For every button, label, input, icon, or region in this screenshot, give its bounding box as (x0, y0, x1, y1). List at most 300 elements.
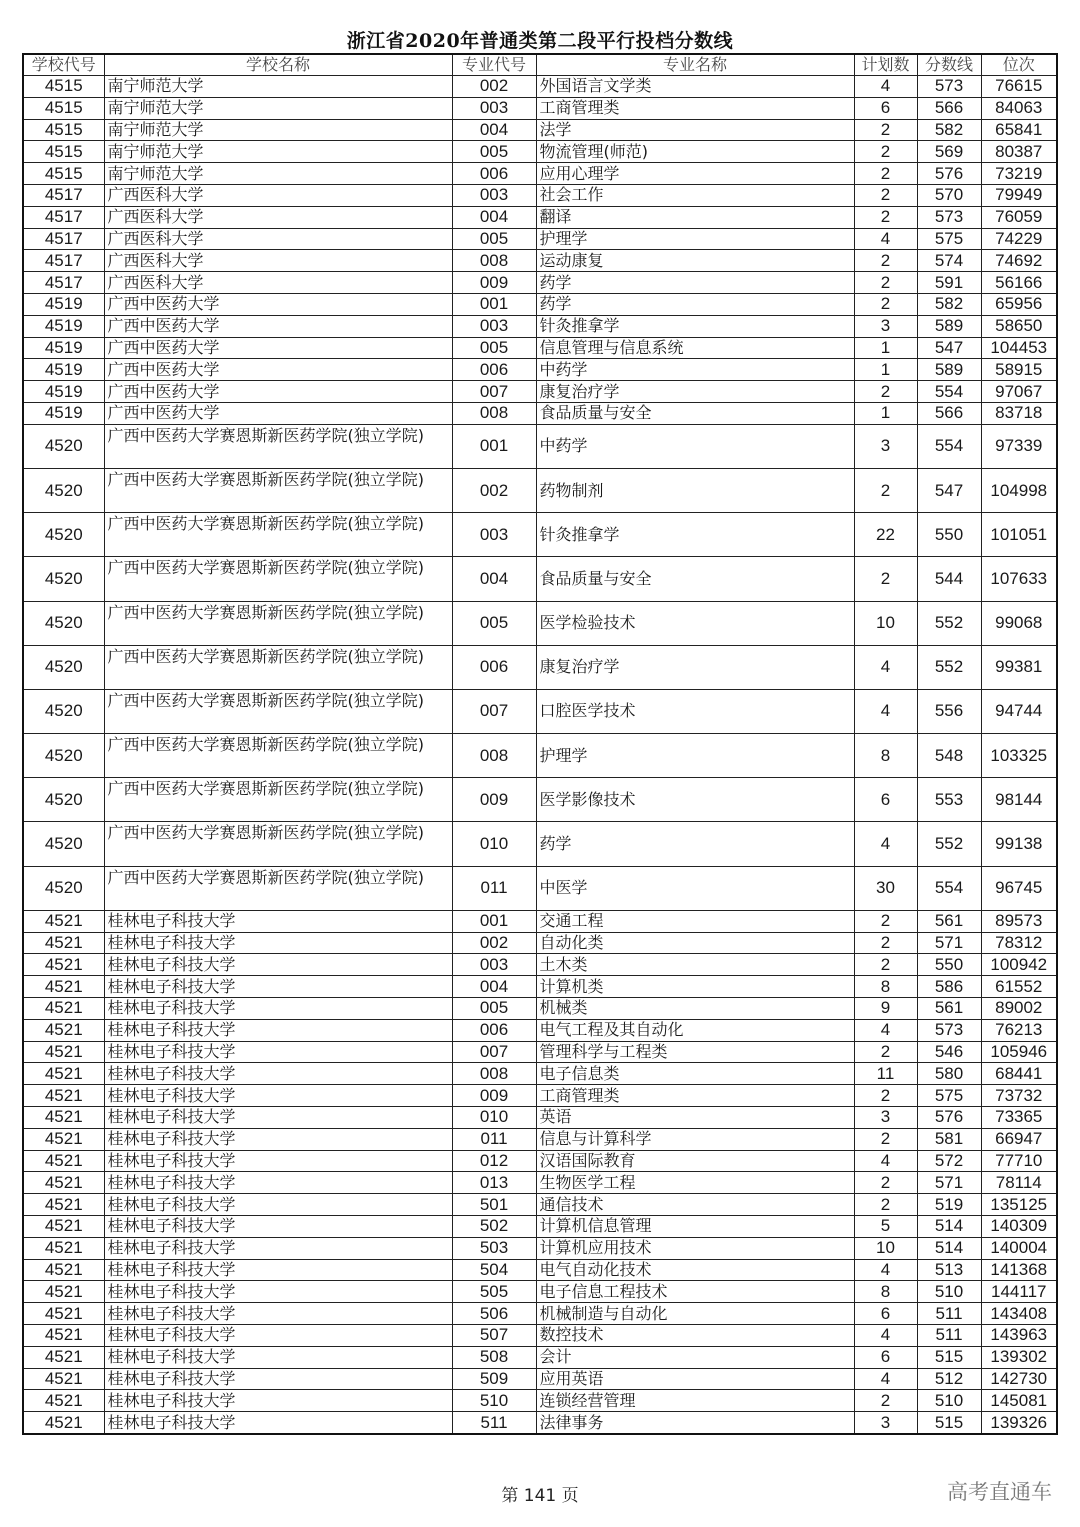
cell-major-code: 006 (452, 1019, 536, 1041)
cell-major-code: 011 (452, 866, 536, 910)
cell-score-line: 570 (917, 184, 981, 206)
cell-plan-count: 2 (854, 468, 917, 512)
cell-school-name: 广西中医药大学赛恩斯新医药学院(独立学院) (104, 866, 452, 910)
cell-major-name: 法律事务 (536, 1412, 854, 1434)
cell-rank: 94744 (981, 689, 1057, 733)
table-row (23, 1215, 1057, 1237)
cell-school-code: 4515 (23, 76, 104, 98)
cell-major-name: 电子信息类 (536, 1063, 854, 1085)
cell-rank: 77710 (981, 1150, 1057, 1172)
cell-school-name: 广西中医药大学赛恩斯新医药学院(独立学院) (104, 689, 452, 733)
table-row (23, 315, 1057, 337)
table-row (23, 822, 1057, 866)
cell-major-code: 003 (452, 513, 536, 557)
table-row (23, 1281, 1057, 1303)
cell-school-code: 4519 (23, 315, 104, 337)
cell-plan-count: 6 (854, 97, 917, 119)
cell-score-line: 575 (917, 1085, 981, 1107)
cell-score-line: 582 (917, 293, 981, 315)
cell-school-code: 4521 (23, 1041, 104, 1063)
cell-school-code: 4521 (23, 1237, 104, 1259)
cell-rank: 145081 (981, 1390, 1057, 1412)
cell-score-line: 511 (917, 1303, 981, 1325)
cell-major-name: 医学影像技术 (536, 778, 854, 822)
cell-major-name: 计算机信息管理 (536, 1215, 854, 1237)
cell-rank: 139302 (981, 1346, 1057, 1368)
cell-plan-count: 4 (854, 1150, 917, 1172)
cell-rank: 99068 (981, 601, 1057, 645)
cell-major-name: 机械类 (536, 998, 854, 1020)
table-row (23, 1194, 1057, 1216)
cell-score-line: 554 (917, 866, 981, 910)
cell-major-code: 011 (452, 1128, 536, 1150)
cell-score-line: 515 (917, 1412, 981, 1434)
cell-school-name: 广西医科大学 (104, 272, 452, 294)
cell-school-name: 桂林电子科技大学 (104, 1237, 452, 1259)
cell-plan-count: 6 (854, 1346, 917, 1368)
cell-rank: 141368 (981, 1259, 1057, 1281)
cell-plan-count: 2 (854, 1085, 917, 1107)
cell-plan-count: 2 (854, 119, 917, 141)
cell-rank: 139326 (981, 1412, 1057, 1434)
cell-school-name: 桂林电子科技大学 (104, 1412, 452, 1434)
cell-school-code: 4521 (23, 1281, 104, 1303)
cell-major-name: 物流管理(师范) (536, 141, 854, 163)
cell-school-code: 4521 (23, 1346, 104, 1368)
cell-major-name: 中医学 (536, 866, 854, 910)
cell-plan-count: 10 (854, 1237, 917, 1259)
table-row (23, 866, 1057, 910)
header-major-name: 专业名称 (536, 54, 854, 76)
cell-major-code: 004 (452, 206, 536, 228)
table-row (23, 337, 1057, 359)
cell-major-code: 012 (452, 1150, 536, 1172)
table-row (23, 424, 1057, 468)
cell-major-code: 009 (452, 1085, 536, 1107)
cell-score-line: 510 (917, 1390, 981, 1412)
table-row (23, 381, 1057, 403)
table-row (23, 910, 1057, 932)
cell-plan-count: 6 (854, 778, 917, 822)
cell-school-name: 南宁师范大学 (104, 76, 452, 98)
cell-major-name: 生物医学工程 (536, 1172, 854, 1194)
cell-major-code: 004 (452, 557, 536, 601)
cell-school-code: 4517 (23, 250, 104, 272)
cell-major-code: 008 (452, 734, 536, 778)
cell-major-name: 中药学 (536, 359, 854, 381)
cell-major-name: 应用心理学 (536, 163, 854, 185)
cell-plan-count: 4 (854, 1368, 917, 1390)
cell-major-code: 002 (452, 468, 536, 512)
cell-major-code: 003 (452, 97, 536, 119)
cell-major-name: 电气自动化技术 (536, 1259, 854, 1281)
cell-plan-count: 4 (854, 822, 917, 866)
cell-school-code: 4519 (23, 381, 104, 403)
cell-rank: 101051 (981, 513, 1057, 557)
cell-major-code: 007 (452, 381, 536, 403)
cell-major-name: 信息管理与信息系统 (536, 337, 854, 359)
cell-rank: 65841 (981, 119, 1057, 141)
cell-major-code: 005 (452, 998, 536, 1020)
cell-school-code: 4519 (23, 402, 104, 424)
table-row (23, 734, 1057, 778)
cell-school-code: 4521 (23, 1303, 104, 1325)
table-row (23, 272, 1057, 294)
cell-school-code: 4520 (23, 601, 104, 645)
table-row (23, 557, 1057, 601)
table-row (23, 1063, 1057, 1085)
table-row (23, 163, 1057, 185)
cell-major-code: 510 (452, 1390, 536, 1412)
cell-school-name: 桂林电子科技大学 (104, 1324, 452, 1346)
cell-rank: 80387 (981, 141, 1057, 163)
cell-school-code: 4520 (23, 866, 104, 910)
table-row (23, 645, 1057, 689)
table-row (23, 1390, 1057, 1412)
cell-major-name: 药学 (536, 272, 854, 294)
cell-school-code: 4519 (23, 293, 104, 315)
cell-school-name: 桂林电子科技大学 (104, 1085, 452, 1107)
cell-school-code: 4515 (23, 119, 104, 141)
cell-school-name: 桂林电子科技大学 (104, 1215, 452, 1237)
cell-school-name: 桂林电子科技大学 (104, 1368, 452, 1390)
cell-major-code: 001 (452, 910, 536, 932)
cell-plan-count: 4 (854, 228, 917, 250)
cell-school-name: 桂林电子科技大学 (104, 1281, 452, 1303)
cell-school-code: 4515 (23, 163, 104, 185)
cell-school-name: 桂林电子科技大学 (104, 1390, 452, 1412)
cell-school-name: 南宁师范大学 (104, 119, 452, 141)
table-row (23, 1237, 1057, 1259)
cell-rank: 99138 (981, 822, 1057, 866)
cell-major-name: 交通工程 (536, 910, 854, 932)
cell-rank: 83718 (981, 402, 1057, 424)
cell-school-name: 广西中医药大学 (104, 293, 452, 315)
cell-major-code: 009 (452, 778, 536, 822)
cell-score-line: 511 (917, 1324, 981, 1346)
header-score-line: 分数线 (917, 54, 981, 76)
cell-plan-count: 3 (854, 315, 917, 337)
table-row (23, 601, 1057, 645)
cell-school-name: 广西医科大学 (104, 184, 452, 206)
table-row (23, 1412, 1057, 1434)
cell-rank: 73732 (981, 1085, 1057, 1107)
cell-rank: 105946 (981, 1041, 1057, 1063)
cell-rank: 76059 (981, 206, 1057, 228)
watermark: 高考直通车 (947, 1480, 1052, 1504)
cell-major-name: 药学 (536, 293, 854, 315)
cell-rank: 78114 (981, 1172, 1057, 1194)
cell-plan-count: 1 (854, 359, 917, 381)
table-row (23, 778, 1057, 822)
cell-major-code: 008 (452, 402, 536, 424)
cell-plan-count: 3 (854, 1106, 917, 1128)
cell-rank: 66947 (981, 1128, 1057, 1150)
cell-score-line: 514 (917, 1237, 981, 1259)
cell-school-name: 桂林电子科技大学 (104, 1106, 452, 1128)
cell-school-code: 4515 (23, 97, 104, 119)
cell-school-code: 4520 (23, 468, 104, 512)
cell-major-code: 501 (452, 1194, 536, 1216)
table-row (23, 1368, 1057, 1390)
cell-school-name: 桂林电子科技大学 (104, 1259, 452, 1281)
cell-plan-count: 4 (854, 689, 917, 733)
page-title: 浙江省2020年普通类第二段平行投档分数线 (346, 30, 734, 52)
cell-rank: 79949 (981, 184, 1057, 206)
cell-school-code: 4521 (23, 1128, 104, 1150)
cell-plan-count: 22 (854, 513, 917, 557)
cell-plan-count: 4 (854, 1259, 917, 1281)
cell-major-name: 工商管理类 (536, 1085, 854, 1107)
cell-school-code: 4521 (23, 1368, 104, 1390)
cell-score-line: 553 (917, 778, 981, 822)
cell-rank: 96745 (981, 866, 1057, 910)
cell-major-code: 002 (452, 76, 536, 98)
cell-school-code: 4521 (23, 1172, 104, 1194)
cell-rank: 74692 (981, 250, 1057, 272)
cell-plan-count: 2 (854, 1041, 917, 1063)
table-row (23, 141, 1057, 163)
cell-school-code: 4520 (23, 822, 104, 866)
cell-score-line: 580 (917, 1063, 981, 1085)
cell-score-line: 556 (917, 689, 981, 733)
cell-major-name: 药学 (536, 822, 854, 866)
cell-school-name: 广西中医药大学赛恩斯新医药学院(独立学院) (104, 822, 452, 866)
cell-plan-count: 2 (854, 557, 917, 601)
cell-school-name: 南宁师范大学 (104, 97, 452, 119)
cell-rank: 135125 (981, 1194, 1057, 1216)
cell-plan-count: 3 (854, 1412, 917, 1434)
table-row (23, 1346, 1057, 1368)
cell-school-name: 桂林电子科技大学 (104, 1128, 452, 1150)
table-row (23, 184, 1057, 206)
cell-rank: 76213 (981, 1019, 1057, 1041)
cell-score-line: 586 (917, 976, 981, 998)
cell-major-code: 503 (452, 1237, 536, 1259)
cell-score-line: 589 (917, 359, 981, 381)
cell-school-name: 南宁师范大学 (104, 163, 452, 185)
cell-major-code: 006 (452, 163, 536, 185)
table-row (23, 359, 1057, 381)
cell-score-line: 582 (917, 119, 981, 141)
cell-score-line: 552 (917, 601, 981, 645)
table-row (23, 468, 1057, 512)
cell-score-line: 552 (917, 645, 981, 689)
table-row (23, 1085, 1057, 1107)
cell-score-line: 519 (917, 1194, 981, 1216)
cell-score-line: 544 (917, 557, 981, 601)
cell-school-name: 南宁师范大学 (104, 141, 452, 163)
cell-major-code: 005 (452, 337, 536, 359)
cell-rank: 73365 (981, 1106, 1057, 1128)
cell-major-name: 医学检验技术 (536, 601, 854, 645)
table-row (23, 1128, 1057, 1150)
cell-rank: 89002 (981, 998, 1057, 1020)
cell-school-code: 4520 (23, 424, 104, 468)
table-row (23, 1324, 1057, 1346)
cell-rank: 104998 (981, 468, 1057, 512)
table-row (23, 1150, 1057, 1172)
cell-school-name: 广西中医药大学赛恩斯新医药学院(独立学院) (104, 513, 452, 557)
cell-school-code: 4519 (23, 337, 104, 359)
cell-score-line: 554 (917, 424, 981, 468)
table-row (23, 689, 1057, 733)
cell-major-name: 汉语国际教育 (536, 1150, 854, 1172)
cell-rank: 142730 (981, 1368, 1057, 1390)
cell-plan-count: 4 (854, 76, 917, 98)
cell-rank: 58650 (981, 315, 1057, 337)
cell-school-code: 4521 (23, 998, 104, 1020)
cell-score-line: 547 (917, 337, 981, 359)
cell-plan-count: 2 (854, 141, 917, 163)
cell-major-code: 508 (452, 1346, 536, 1368)
cell-score-line: 571 (917, 1172, 981, 1194)
cell-rank: 144117 (981, 1281, 1057, 1303)
cell-school-code: 4521 (23, 1390, 104, 1412)
cell-score-line: 515 (917, 1346, 981, 1368)
score-table (22, 53, 1058, 1435)
cell-school-code: 4521 (23, 1324, 104, 1346)
cell-plan-count: 2 (854, 184, 917, 206)
cell-major-code: 008 (452, 1063, 536, 1085)
cell-school-name: 桂林电子科技大学 (104, 976, 452, 998)
cell-plan-count: 2 (854, 293, 917, 315)
cell-major-code: 001 (452, 424, 536, 468)
cell-school-name: 广西中医药大学赛恩斯新医药学院(独立学院) (104, 778, 452, 822)
header-rank: 位次 (981, 54, 1057, 76)
cell-rank: 76615 (981, 76, 1057, 98)
cell-school-code: 4521 (23, 1019, 104, 1041)
cell-plan-count: 2 (854, 163, 917, 185)
cell-school-code: 4520 (23, 689, 104, 733)
cell-plan-count: 8 (854, 1281, 917, 1303)
cell-score-line: 513 (917, 1259, 981, 1281)
table-row (23, 1106, 1057, 1128)
cell-plan-count: 2 (854, 954, 917, 976)
cell-rank: 140004 (981, 1237, 1057, 1259)
cell-major-code: 507 (452, 1324, 536, 1346)
cell-major-code: 002 (452, 932, 536, 954)
cell-major-code: 004 (452, 119, 536, 141)
cell-school-code: 4521 (23, 1215, 104, 1237)
cell-major-code: 003 (452, 315, 536, 337)
header-plan-count: 计划数 (854, 54, 917, 76)
cell-school-code: 4521 (23, 1085, 104, 1107)
cell-major-code: 504 (452, 1259, 536, 1281)
cell-score-line: 510 (917, 1281, 981, 1303)
cell-school-code: 4517 (23, 228, 104, 250)
cell-major-code: 005 (452, 228, 536, 250)
table-row (23, 998, 1057, 1020)
cell-school-code: 4520 (23, 778, 104, 822)
cell-score-line: 550 (917, 513, 981, 557)
cell-major-code: 506 (452, 1303, 536, 1325)
cell-school-name: 桂林电子科技大学 (104, 954, 452, 976)
cell-rank: 68441 (981, 1063, 1057, 1085)
cell-plan-count: 4 (854, 645, 917, 689)
cell-school-name: 广西医科大学 (104, 228, 452, 250)
table-row (23, 76, 1057, 98)
cell-plan-count: 8 (854, 734, 917, 778)
cell-school-code: 4521 (23, 1106, 104, 1128)
cell-score-line: 571 (917, 932, 981, 954)
cell-major-name: 护理学 (536, 228, 854, 250)
cell-rank: 58915 (981, 359, 1057, 381)
cell-score-line: 575 (917, 228, 981, 250)
cell-score-line: 591 (917, 272, 981, 294)
cell-school-code: 4517 (23, 206, 104, 228)
cell-school-name: 广西中医药大学赛恩斯新医药学院(独立学院) (104, 645, 452, 689)
table-row (23, 250, 1057, 272)
cell-rank: 56166 (981, 272, 1057, 294)
cell-major-name: 翻译 (536, 206, 854, 228)
cell-school-name: 广西中医药大学 (104, 381, 452, 403)
cell-rank: 65956 (981, 293, 1057, 315)
cell-major-code: 005 (452, 601, 536, 645)
cell-school-code: 4515 (23, 141, 104, 163)
cell-major-code: 502 (452, 1215, 536, 1237)
cell-school-code: 4517 (23, 272, 104, 294)
cell-rank: 143963 (981, 1324, 1057, 1346)
cell-major-name: 护理学 (536, 734, 854, 778)
page-number: 第 141 页 (501, 1486, 579, 1506)
cell-rank: 74229 (981, 228, 1057, 250)
cell-plan-count: 2 (854, 1128, 917, 1150)
cell-plan-count: 2 (854, 1172, 917, 1194)
cell-school-name: 广西中医药大学 (104, 337, 452, 359)
cell-major-code: 505 (452, 1281, 536, 1303)
cell-school-name: 桂林电子科技大学 (104, 1172, 452, 1194)
cell-major-code: 010 (452, 822, 536, 866)
cell-score-line: 566 (917, 97, 981, 119)
cell-school-name: 广西中医药大学赛恩斯新医药学院(独立学院) (104, 557, 452, 601)
cell-major-name: 自动化类 (536, 932, 854, 954)
cell-school-name: 桂林电子科技大学 (104, 1150, 452, 1172)
cell-major-name: 计算机类 (536, 976, 854, 998)
cell-major-name: 连锁经营管理 (536, 1390, 854, 1412)
cell-rank: 97339 (981, 424, 1057, 468)
cell-plan-count: 11 (854, 1063, 917, 1085)
cell-plan-count: 1 (854, 337, 917, 359)
cell-school-code: 4520 (23, 557, 104, 601)
cell-plan-count: 2 (854, 910, 917, 932)
cell-rank: 98144 (981, 778, 1057, 822)
cell-score-line: 573 (917, 206, 981, 228)
cell-score-line: 566 (917, 402, 981, 424)
cell-major-code: 003 (452, 954, 536, 976)
cell-plan-count: 5 (854, 1215, 917, 1237)
cell-major-code: 009 (452, 272, 536, 294)
cell-major-name: 电气工程及其自动化 (536, 1019, 854, 1041)
cell-school-code: 4517 (23, 184, 104, 206)
cell-major-code: 013 (452, 1172, 536, 1194)
cell-plan-count: 2 (854, 381, 917, 403)
cell-rank: 61552 (981, 976, 1057, 998)
cell-major-code: 003 (452, 184, 536, 206)
cell-school-code: 4520 (23, 734, 104, 778)
cell-school-name: 桂林电子科技大学 (104, 998, 452, 1020)
cell-major-name: 运动康复 (536, 250, 854, 272)
cell-score-line: 569 (917, 141, 981, 163)
header-major-code: 专业代号 (452, 54, 536, 76)
cell-major-name: 通信技术 (536, 1194, 854, 1216)
cell-major-code: 004 (452, 976, 536, 998)
cell-school-name: 桂林电子科技大学 (104, 1303, 452, 1325)
cell-major-code: 007 (452, 689, 536, 733)
cell-major-name: 中药学 (536, 424, 854, 468)
cell-rank: 84063 (981, 97, 1057, 119)
cell-school-code: 4521 (23, 1194, 104, 1216)
